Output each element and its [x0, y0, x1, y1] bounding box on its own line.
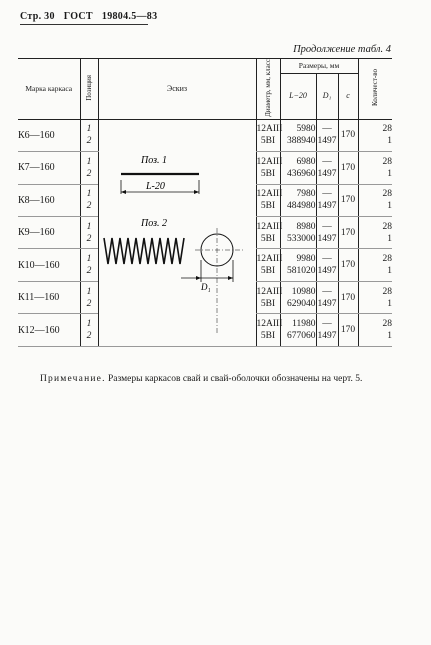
row-len-2: 388940 [287, 136, 316, 147]
row-qty-1: 28 [382, 319, 393, 330]
row-qty-2: 1 [387, 266, 393, 277]
note-label: Примечание. [40, 374, 106, 384]
row-mark: К12—160 [18, 314, 80, 346]
col-diameter: Диаметр, мм, класс [256, 59, 280, 120]
col-mark: Марка каркаса [18, 59, 80, 120]
row-qty-1: 28 [382, 124, 393, 135]
row-d1-1: — [322, 156, 332, 167]
row-dia-1: 12АIII [256, 319, 283, 330]
row-dia-2: 5BI [260, 201, 276, 212]
row-pos-1: 1 [86, 189, 92, 200]
row-len-1: 11980 [292, 319, 316, 330]
row-len-1: 9980 [296, 254, 316, 265]
row-len-2: 484980 [287, 201, 316, 212]
row-d1-2: 1497 [317, 298, 337, 309]
row-pos-1: 1 [86, 319, 92, 330]
row-pos-1: 1 [86, 254, 92, 265]
row-pos-2: 2 [86, 233, 92, 244]
row-len-2: 533000 [287, 233, 316, 244]
table-continuation-title: Продолжение табл. 4 [293, 44, 391, 55]
col-sizes: Размеры, мм [280, 59, 358, 74]
row-d1-1: — [322, 189, 332, 200]
row-qty-2: 1 [387, 168, 393, 179]
cage-sketch [99, 120, 257, 346]
row-qty-1: 28 [382, 189, 393, 200]
header-rule [20, 24, 148, 25]
dim-label-d1: D₁ [200, 281, 211, 292]
row-mark: К11—160 [18, 281, 80, 313]
row-pos-1: 1 [86, 124, 92, 135]
row-pos-2: 2 [86, 331, 92, 342]
sketch-label-pos1: Поз. 1 [140, 154, 167, 166]
row-d1-2: 1497 [317, 201, 337, 212]
row-qty-2: 1 [387, 331, 393, 342]
sketch-cell [98, 119, 256, 346]
row-d1-1: — [322, 221, 332, 232]
col-position: Позиция [80, 59, 98, 120]
row-qty-1: 28 [382, 254, 393, 265]
row-c: 170 [338, 281, 358, 313]
row-len-1: 5980 [296, 124, 316, 135]
row-pos-2: 2 [86, 266, 92, 277]
row-pos-1: 1 [86, 156, 92, 167]
row-c: 170 [338, 184, 358, 216]
dim-label-l: L-20 [145, 180, 165, 192]
row-dia-2: 5BI [260, 168, 276, 179]
spec-table [18, 58, 392, 347]
row-pos-2: 2 [86, 298, 92, 309]
row-dia-2: 5BI [260, 266, 276, 277]
row-d1-1: — [322, 319, 332, 330]
row-d1-1: — [322, 286, 332, 297]
row-qty-1: 28 [382, 221, 393, 232]
row-pos-1: 1 [86, 286, 92, 297]
row-dia-1: 12АIII [256, 189, 283, 200]
row-qty-2: 1 [387, 201, 393, 212]
row-c: 170 [338, 119, 358, 151]
row-d1-2: 1497 [317, 168, 337, 179]
row-d1-2: 1497 [317, 233, 337, 244]
row-dia-1: 12АIII [256, 156, 283, 167]
row-pos-2: 2 [86, 168, 92, 179]
table-row [18, 119, 392, 151]
row-pos-1: 1 [86, 221, 92, 232]
row-dia-2: 5BI [260, 331, 276, 342]
row-c: 170 [338, 217, 358, 249]
page-header [20, 11, 166, 22]
row-c: 170 [338, 152, 358, 184]
row-qty-2: 1 [387, 136, 393, 147]
row-d1-1: — [322, 254, 332, 265]
row-qty-1: 28 [382, 156, 393, 167]
standard-prefix: ГОСТ [63, 11, 93, 22]
row-d1-1: — [322, 124, 332, 135]
row-c: 170 [338, 314, 358, 346]
spiral-pos2 [104, 238, 184, 264]
row-dia-2: 5BI [260, 136, 276, 147]
row-d1-2: 1497 [317, 136, 337, 147]
row-dia-2: 5BI [260, 298, 276, 309]
col-length: L−20 [280, 74, 316, 120]
col-quantity: Количест-во [358, 59, 392, 120]
row-c: 170 [338, 249, 358, 281]
row-mark: К9—160 [18, 217, 80, 249]
row-len-1: 7980 [296, 189, 316, 200]
row-qty-2: 1 [387, 298, 393, 309]
row-qty-2: 1 [387, 233, 393, 244]
row-mark: К7—160 [18, 152, 80, 184]
row-len-1: 6980 [296, 156, 316, 167]
row-mark: К6—160 [18, 119, 80, 151]
row-dia-1: 12АIII [256, 254, 283, 265]
row-pos-2: 2 [86, 136, 92, 147]
row-dia-1: 12АIII [256, 221, 283, 232]
sketch-label-pos2: Поз. 2 [140, 217, 167, 229]
row-dia-1: 12АIII [256, 286, 283, 297]
row-dia-2: 5BI [260, 233, 276, 244]
standard-number: 19804.5—83 [101, 11, 158, 22]
row-len-2: 581020 [287, 266, 316, 277]
col-c: c [338, 74, 358, 120]
row-d1-2: 1497 [317, 266, 337, 277]
note-text: Размеры каркасов свай и свай-оболочки обозначены на черт. 5. [108, 374, 363, 384]
row-len-2: 436960 [287, 168, 316, 179]
row-mark: К8—160 [18, 184, 80, 216]
page-number: Стр. 30 [20, 11, 55, 22]
row-len-1: 8980 [296, 221, 316, 232]
row-len-1: 10980 [291, 286, 316, 297]
row-len-2: 677060 [287, 331, 316, 342]
row-len-2: 629040 [287, 298, 316, 309]
row-mark: К10—160 [18, 249, 80, 281]
col-sketch: Эскиз [98, 59, 256, 120]
row-d1-2: 1497 [317, 331, 337, 342]
row-dia-1: 12АIII [256, 124, 283, 135]
table-note [20, 372, 400, 386]
col-d1: D₁ [316, 74, 338, 120]
row-qty-1: 28 [382, 286, 393, 297]
row-pos-2: 2 [86, 201, 92, 212]
